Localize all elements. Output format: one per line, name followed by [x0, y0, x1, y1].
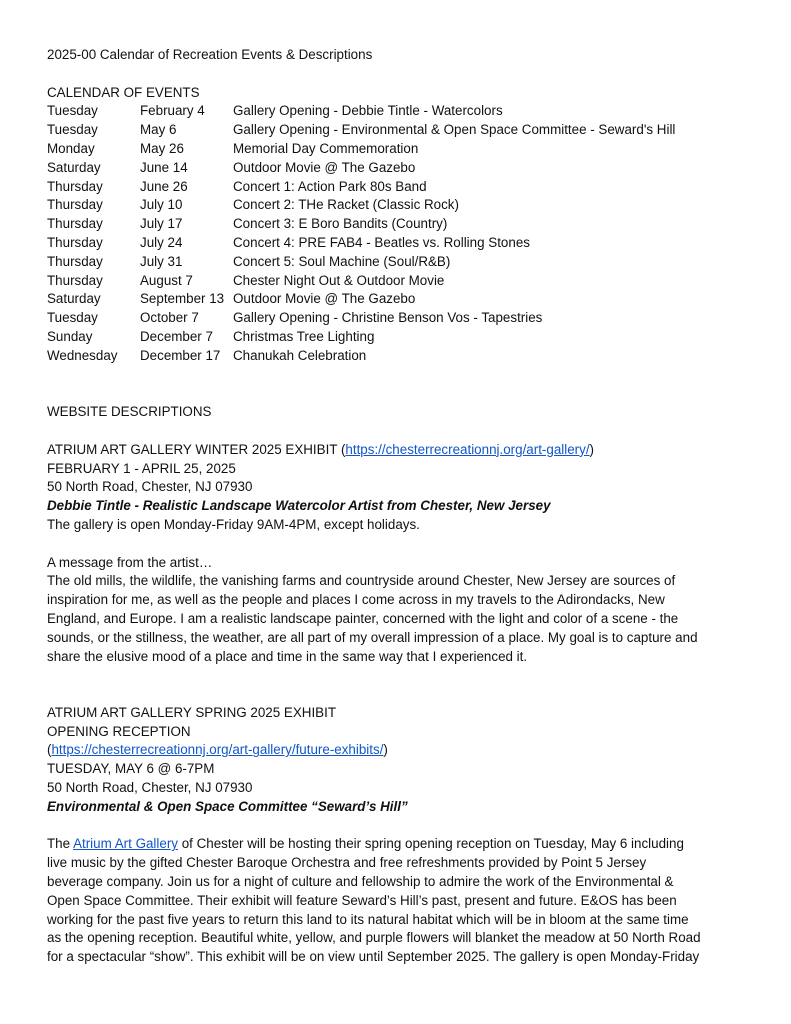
spring-exhibit-link[interactable]: https://chesterrecreationnj.org/art-gallery/future-exhibits/: [51, 742, 384, 758]
event-date: June 14: [140, 159, 188, 175]
event-day: Thursday: [47, 234, 103, 250]
message-line: The old mills, the wildlife, the vanishing farms and countryside around Chester, New Jersey are sources of: [47, 573, 676, 589]
event-row: [47, 309, 757, 328]
event-description: Gallery Opening - Debbie Tintle - Watercolors: [233, 103, 503, 119]
event-day: Tuesday: [47, 103, 98, 119]
event-day: Wednesday: [47, 347, 118, 363]
event-day: Tuesday: [47, 122, 98, 138]
calendar-heading: CALENDAR OF EVENTS: [47, 84, 200, 100]
event-description: Outdoor Movie @ The Gazebo: [233, 291, 416, 307]
event-day: Tuesday: [47, 310, 98, 326]
event-date: December 17: [140, 347, 221, 363]
event-date: August 7: [140, 272, 193, 288]
event-day: Thursday: [47, 216, 103, 232]
event-row: [47, 102, 757, 121]
body-line: working for the past five years to return this land to its natural habitat which will be in bloom at the same time: [47, 911, 689, 927]
event-description: Concert 4: PRE FAB4 - Beatles vs. Rolling Stones: [233, 234, 530, 250]
atrium-art-gallery-link[interactable]: Atrium Art Gallery: [73, 836, 178, 852]
winter-exhibit-link[interactable]: https://chesterrecreationnj.org/art-gallery/: [345, 441, 590, 457]
event-date: July 31: [140, 253, 183, 269]
message-line: sounds, or the stillness, the weather, are all part of my overall impression of a place. My goal is to capture and: [47, 629, 698, 645]
body-line: Open Space Committee. Their exhibit will feature Seward’s Hill’s past, present and future. E&OS has been: [47, 892, 677, 908]
event-day: Thursday: [47, 272, 103, 288]
spring-exhibit-exhibitor: Environmental & Open Space Committee “Seward’s Hill”: [47, 798, 408, 814]
event-row: [47, 272, 757, 291]
event-description: Concert 1: Action Park 80s Band: [233, 178, 427, 194]
winter-exhibit-dates: FEBRUARY 1 - APRIL 25, 2025: [47, 460, 236, 476]
event-row: [47, 215, 757, 234]
event-date: July 17: [140, 216, 183, 232]
event-date: June 26: [140, 178, 188, 194]
body-line: live music by the gifted Chester Baroque Orchestra and free refreshments provided by Point 5 Jersey: [47, 855, 647, 871]
event-description: Concert 3: E Boro Bandits (Country): [233, 216, 448, 232]
event-date: May 6: [140, 122, 177, 138]
message-line: share the elusive mood of a place and time in the same way that I experienced it.: [47, 648, 528, 664]
winter-exhibit-title: ATRIUM ART GALLERY WINTER 2025 EXHIBIT: [47, 441, 341, 457]
spring-exhibit-subtitle: OPENING RECEPTION: [47, 723, 191, 739]
event-description: Memorial Day Commemoration: [233, 140, 419, 156]
event-day: Thursday: [47, 197, 103, 213]
event-row: [47, 290, 757, 309]
message-line: inspiration for me, as well as the people and places I come across in my travels to the Adirondacks, New: [47, 592, 665, 608]
event-date: February 4: [140, 103, 205, 119]
spring-exhibit-section: ATRIUM ART GALLERY SPRING 2025 EXHIBIT OPENING RECEPTION (https://chesterrecreationnj.org/art-gallery/future-exhibits/) TUESDAY, MAY 6 @ 6-7PM 50 North Road, Chester, NJ 07930 Environmental & Open Space Committee “Seward’s Hill” The Atrium Art Gallery of Chester will be hosting their spring opening reception on Tuesday, May 6 including live music by the gifted Chester Baroque Orchestra and free refreshments provided by Point 5 Jersey beverage company. Join us for a night of culture and fellowship to admire the work of the Environmental & Open Space Committee. Their exhibit will feature Seward’s Hill’s past, present and future. E&OS has been working for the past five years to return this land to its natural habitat which will be in bloom at the same time as the opening reception. Beautiful white, yellow, and purple flowers will blanket the meadow at 50 North Road for a spectacular “show”. This exhibit will be on view until September 2025. The gallery is open Monday-Friday: [47, 704, 757, 967]
spring-exhibit-address: 50 North Road, Chester, NJ 07930: [47, 780, 253, 796]
event-day: Thursday: [47, 178, 103, 194]
event-row: [47, 253, 757, 272]
event-description: Outdoor Movie @ The Gazebo: [233, 159, 416, 175]
winter-exhibit-artist: Debbie Tintle - Realistic Landscape Watercolor Artist from Chester, New Jersey: [47, 498, 551, 514]
artist-message-intro: A message from the artist…: [47, 554, 213, 570]
event-row: [47, 159, 757, 178]
event-row: [47, 196, 757, 215]
message-line: England, and Europe. I am a realistic landscape painter, concerned with the light and color of a scene - the: [47, 610, 679, 626]
event-row: [47, 178, 757, 197]
event-row: [47, 121, 757, 140]
event-date: May 26: [140, 140, 184, 156]
spring-exhibit-datetime: TUESDAY, MAY 6 @ 6-7PM: [47, 761, 215, 777]
document-title: 2025-00 Calendar of Recreation Events & Descriptions: [47, 47, 373, 62]
winter-exhibit-address: 50 North Road, Chester, NJ 07930: [47, 479, 253, 495]
body-line: beverage company. Join us for a night of culture and fellowship to admire the work of the Environmental &: [47, 874, 674, 890]
body-line: as the opening reception. Beautiful white, yellow, and purple flowers will blanket the meadow at 50 North Road: [47, 930, 701, 946]
event-row: [47, 234, 757, 253]
winter-exhibit-section: ATRIUM ART GALLERY WINTER 2025 EXHIBIT (https://chesterrecreationnj.org/art-gallery/) FEBRUARY 1 - APRIL 25, 2025 50 North Road, Chester, NJ 07930 Debbie Tintle - Realistic Landscape Watercolor Artist from Chester, New Jersey The gallery is open Monday-Friday 9AM-4PM, except holidays. A message from the artist… The old mills, the wildlife, the vanishing farms and countryside around Chester, New Jersey are sources of inspiration for me, as well as the people and places I come across in my travels to the Adirondacks, New England, and Europe. I am a realistic landscape painter, concerned with the light and color of a scene - the sounds, or the stillness, the weather, are all part of my overall impression of a place. My goal is to capture and share the elusive mood of a place and time in the same way that I experienced it.: [47, 441, 757, 667]
spring-exhibit-body: [47, 854, 757, 967]
event-row: [47, 347, 757, 366]
event-row: [47, 328, 757, 347]
event-description: Chanukah Celebration: [233, 347, 367, 363]
event-date: July 10: [140, 197, 183, 213]
event-description: Gallery Opening - Environmental & Open Space Committee - Seward's Hill: [233, 122, 676, 138]
body-line: for a spectacular “show”. This exhibit will be on view until September 2025. The gallery is open Monday-Friday: [47, 949, 700, 965]
event-date: October 7: [140, 310, 199, 326]
event-day: Monday: [47, 140, 95, 156]
event-day: Saturday: [47, 291, 101, 307]
website-descriptions-heading: WEBSITE DESCRIPTIONS: [47, 404, 212, 420]
event-day: Thursday: [47, 253, 103, 269]
event-day: Saturday: [47, 159, 101, 175]
spring-exhibit-title: ATRIUM ART GALLERY SPRING 2025 EXHIBIT: [47, 704, 336, 720]
artist-message: [47, 572, 757, 666]
event-date: December 7: [140, 328, 213, 344]
event-description: Concert 5: Soul Machine (Soul/R&B): [233, 253, 451, 269]
event-description: Chester Night Out & Outdoor Movie: [233, 272, 445, 288]
event-row: [47, 140, 757, 159]
events-list: [47, 102, 757, 365]
event-date: September 13: [140, 291, 225, 307]
event-description: Concert 2: THe Racket (Classic Rock): [233, 197, 459, 213]
event-day: Sunday: [47, 328, 93, 344]
document-page: [47, 46, 757, 967]
event-date: July 24: [140, 234, 183, 250]
event-description: Christmas Tree Lighting: [233, 328, 375, 344]
event-description: Gallery Opening - Christine Benson Vos - Tapestries: [233, 310, 543, 326]
winter-exhibit-hours: The gallery is open Monday-Friday 9AM-4PM, except holidays.: [47, 516, 420, 532]
